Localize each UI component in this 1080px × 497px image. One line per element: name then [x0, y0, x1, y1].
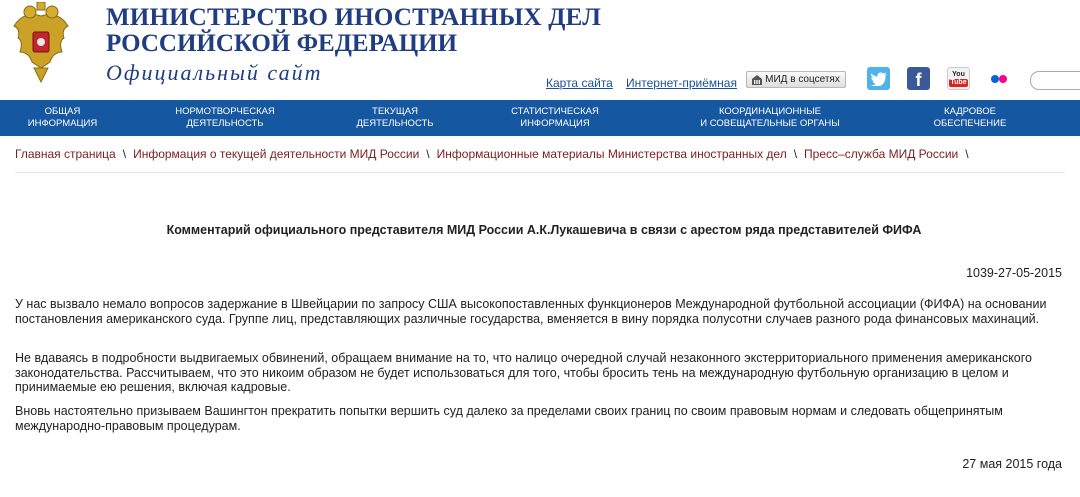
breadcrumb-current-activity[interactable]: Информация о текущей деятельности МИД России: [133, 147, 420, 161]
sitemap-link[interactable]: Карта сайта: [546, 76, 613, 90]
search-input[interactable]: [1030, 71, 1080, 90]
nav-item-personnel[interactable]: КАДРОВОЕ ОБЕСПЕЧЕНИЕ: [933, 105, 1007, 129]
coat-of-arms-logo[interactable]: [8, 2, 74, 84]
nav-item-normative[interactable]: НОРМОТВОРЧЕСКАЯ ДЕЯТЕЛЬНОСТЬ: [175, 105, 275, 129]
article-paragraph: У нас вызвало немало вопросов задержание в Швейцарии по запросу США высокопоставленных функционеров Международной футбольной ассоциации (ФИФА) на основании постановления американского суда. Группе лиц, представляющих различные государства, вменяется в вину порядка полусотни случаев разного рода финансовых махинаций.: [15, 297, 1047, 326]
building-icon: [752, 75, 762, 85]
main-navigation: [0, 100, 1080, 136]
flickr-icon[interactable]: [987, 67, 1010, 90]
nav-item-current[interactable]: ТЕКУЩАЯ ДЕЯТЕЛЬНОСТЬ: [356, 105, 434, 129]
site-title-line2[interactable]: РОССИЙСКОЙ ФЕДЕРАЦИИ: [106, 30, 458, 57]
nav-item-statistics[interactable]: СТАТИСТИЧЕСКАЯ ИНФОРМАЦИЯ: [511, 105, 599, 129]
site-title-line1[interactable]: МИНИСТЕРСТВО ИНОСТРАННЫХ ДЕЛ: [106, 4, 602, 31]
breadcrumb: Главная страница \ Информация о текущей деятельности МИД России \ Информационные материалы Министерства иностранных дел \ Пресс–служба МИД России \: [15, 147, 969, 161]
breadcrumb-press-service[interactable]: Пресс–служба МИД России: [804, 147, 959, 161]
article-paragraph: Не вдаваясь в подробности выдвигаемых обвинений, обращаем внимание на то, что налицо очередной случай незаконного экстерриториального применения американского законодательства. Рассчитываем, что это никоим образом не будет использоваться для того, чтобы бросить тень на международную футбольную организацию в целом и принимаемые ею решения, включая кадровые.: [15, 351, 1032, 394]
breadcrumb-home[interactable]: Главная страница: [15, 147, 116, 161]
article-date: 27 мая 2015 года: [962, 457, 1062, 471]
facebook-icon[interactable]: f: [907, 67, 930, 90]
article-paragraph: Вновь настоятельно призываем Вашингтон прекратить попытки вершить суд далеко за пределами своих границ по своим правовым нормам и следовать общепринятым международно-правовым процедурам.: [15, 404, 1003, 433]
reception-link[interactable]: Интернет-приёмная: [626, 76, 737, 90]
breadcrumb-info-materials[interactable]: Информационные материалы Министерства иностранных дел: [436, 147, 787, 161]
nav-item-general-info[interactable]: ОБЩАЯ ИНФОРМАЦИЯ: [27, 105, 98, 129]
twitter-icon[interactable]: [867, 67, 890, 90]
site-header: [0, 0, 1080, 100]
article-title: Комментарий официального представителя МИД России А.К.Лукашевича в связи с арестом ряда представителей ФИФА: [166, 223, 922, 237]
document-number: 1039-27-05-2015: [966, 266, 1062, 280]
nav-item-coordination[interactable]: КООРДИНАЦИОННЫЕ И СОВЕЩАТЕЛЬНЫЕ ОРГАНЫ: [700, 105, 840, 129]
site-subtitle: Официальный сайт: [106, 60, 323, 85]
social-networks-label: МИД в соцсетях: [765, 74, 840, 85]
youtube-icon[interactable]: You Tube: [947, 67, 970, 90]
social-networks-button[interactable]: [746, 71, 846, 88]
breadcrumb-divider: [15, 172, 1065, 173]
